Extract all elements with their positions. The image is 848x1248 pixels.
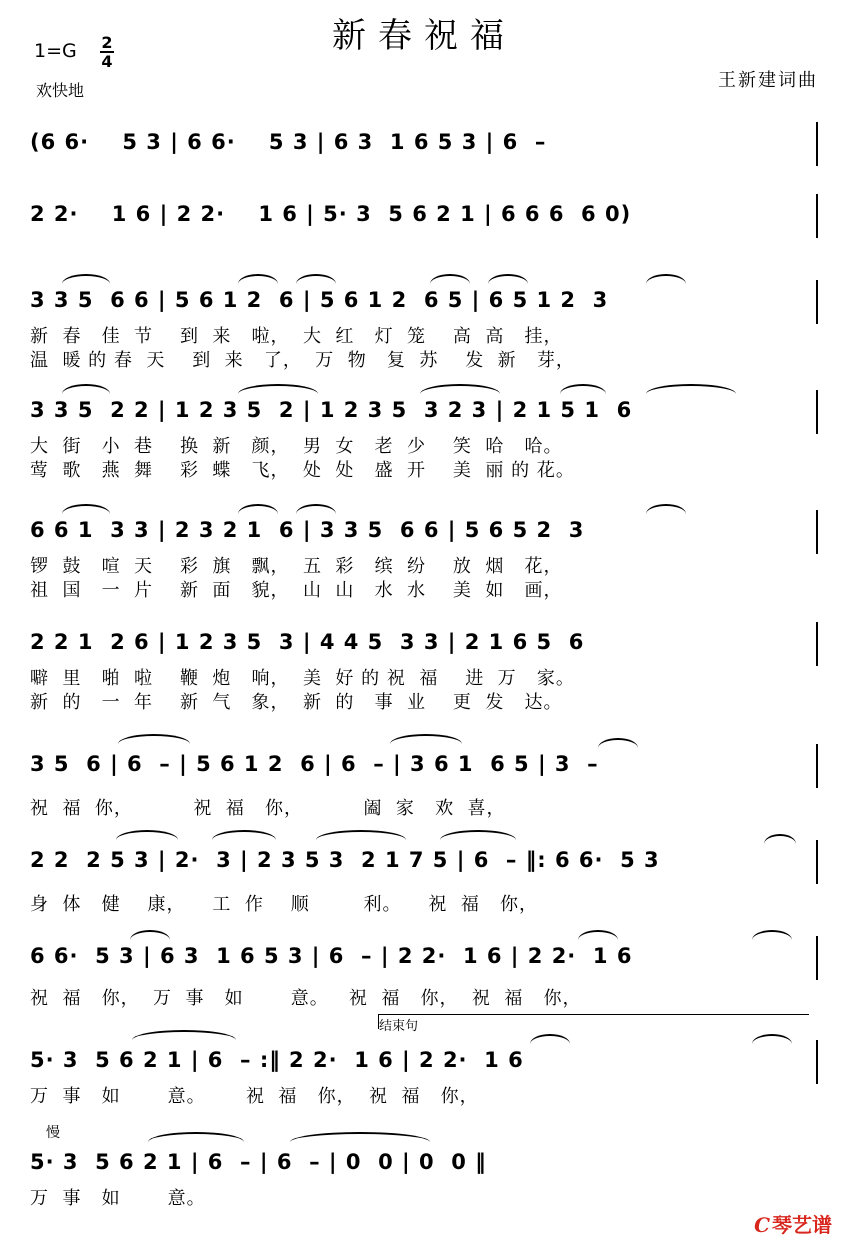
page-title: 新春祝福 <box>332 16 516 56</box>
slur <box>646 384 736 394</box>
barline <box>816 840 818 884</box>
lyric-verse-1: 祝 福 你， 万 事 如 意。 祝 福 你， 祝 福 你， <box>30 988 582 1009</box>
notation-line: 6 6· 5 3 | 6 3 1 6 5 3 | 6 – | 2 2· 1 6 | 2 2· 1 6 <box>30 944 633 968</box>
slur <box>560 384 606 394</box>
slur <box>132 1030 236 1040</box>
slur <box>62 504 110 514</box>
lyric-verse-1: 大 街 小 巷 换 新 颜， 男 女 老 少 笑 哈 哈。 <box>30 436 563 457</box>
notation-line: 5· 3 5 6 2 1 | 6 – | 6 – | 0 0 | 0 0 ‖ <box>30 1150 487 1174</box>
logo-text: 琴艺谱 <box>772 1213 832 1237</box>
slur <box>238 504 278 514</box>
slur <box>430 274 470 284</box>
lyric-verse-1: 万 事 如 意。 <box>30 1188 206 1209</box>
slur <box>238 384 318 394</box>
time-sig-bottom: 4 <box>101 52 113 71</box>
slur <box>130 930 170 940</box>
slur <box>290 1132 430 1142</box>
lyric-verse-2: 新 的 一 年 新 气 象， 新 的 事 业 更 发 达。 <box>30 692 563 713</box>
slur <box>116 830 178 840</box>
barline <box>816 744 818 788</box>
slur <box>752 1034 792 1044</box>
barline <box>816 280 818 324</box>
tempo-slow-marking: 慢 <box>46 1125 60 1141</box>
slur <box>62 274 110 284</box>
slur <box>390 734 462 744</box>
barline <box>816 122 818 166</box>
slur <box>296 504 336 514</box>
slur <box>488 274 528 284</box>
barline <box>816 622 818 666</box>
tempo-marking: 欢快地 <box>36 81 85 100</box>
notation-line: 3 3 5 6 6 | 5 6 1 2 6 | 5 6 1 2 6 5 | 6 5 1 2 3 <box>30 288 609 312</box>
composer-credit: 王新建词曲 <box>718 70 818 91</box>
lyric-verse-1: 身 体 健 康， 工 作 顺 利。 祝 福 你， <box>30 894 538 915</box>
lyric-verse-2: 温 暖 的 春 天 到 来 了， 万 物 复 苏 发 新 芽， <box>30 350 575 371</box>
logo-mark-icon: Ⅽ <box>754 1213 770 1237</box>
barline <box>816 194 818 238</box>
slur <box>62 384 110 394</box>
ending-bracket <box>378 1014 809 1034</box>
lyric-verse-1: 祝 福 你， 祝 福 你， 阖 家 欢 喜， <box>30 798 506 819</box>
time-signature <box>100 34 114 70</box>
time-sig-top: 2 <box>101 33 113 52</box>
slur <box>578 930 618 940</box>
lyric-verse-2: 祖 国 一 片 新 面 貌， 山 山 水 水 美 如 画， <box>30 580 563 601</box>
lyric-verse-2: 莺 歌 燕 舞 彩 蝶 飞， 处 处 盛 开 美 丽 的 花。 <box>30 460 575 481</box>
slur <box>752 930 792 940</box>
slur <box>296 274 336 284</box>
barline <box>816 390 818 434</box>
notation-line: 2 2· 1 6 | 2 2· 1 6 | 5· 3 5 6 2 1 | 6 6 6 6 0) <box>30 202 632 226</box>
slur <box>598 738 638 748</box>
notation-line: (6 6· 5 3 | 6 6· 5 3 | 6 3 1 6 5 3 | 6 – <box>30 130 547 154</box>
barline <box>816 1040 818 1084</box>
lyric-verse-1: 新 春 佳 节 到 来 啦， 大 红 灯 笼 高 高 挂， <box>30 326 563 347</box>
notation-line: 2 2 1 2 6 | 1 2 3 5 3 | 4 4 5 3 3 | 2 1 6 5 6 <box>30 630 585 654</box>
slur <box>238 274 278 284</box>
notation-line: 3 3 5 2 2 | 1 2 3 5 2 | 1 2 3 5 3 2 3 | 2 1 5 1 6 <box>30 398 633 422</box>
key-signature: 1=G <box>34 40 77 62</box>
ending-label: 结束句 <box>379 1019 419 1034</box>
lyric-verse-1: 万 事 如 意。 祝 福 你， 祝 福 你， <box>30 1086 479 1107</box>
lyric-verse-1: 噼 里 啪 啦 鞭 炮 响， 美 好 的 祝 福 进 万 家。 <box>30 668 575 689</box>
slur <box>646 274 686 284</box>
slur <box>118 734 190 744</box>
notation-line: 6 6 1 3 3 | 2 3 2 1 6 | 3 3 5 6 6 | 5 6 5 2 3 <box>30 518 585 542</box>
barline <box>816 510 818 554</box>
slur <box>530 1034 570 1044</box>
slur <box>316 830 406 840</box>
site-logo <box>754 1209 832 1238</box>
slur <box>646 504 686 514</box>
notation-line: 2 2 2 5 3 | 2· 3 | 2 3 5 3 2 1 7 5 | 6 – ‖: 6 6· 5 3 <box>30 848 660 872</box>
slur <box>420 384 500 394</box>
barline <box>816 936 818 980</box>
slur <box>764 834 796 844</box>
slur <box>212 830 276 840</box>
lyric-verse-1: 锣 鼓 喧 天 彩 旗 飘， 五 彩 缤 纷 放 烟 花， <box>30 556 563 577</box>
notation-line: 5· 3 5 6 2 1 | 6 – :‖ 2 2· 1 6 | 2 2· 1 6 <box>30 1048 524 1072</box>
slur <box>148 1132 244 1142</box>
notation-line: 3 5 6 | 6 – | 5 6 1 2 6 | 6 – | 3 6 1 6 5 | 3 – <box>30 752 599 776</box>
slur <box>440 830 516 840</box>
